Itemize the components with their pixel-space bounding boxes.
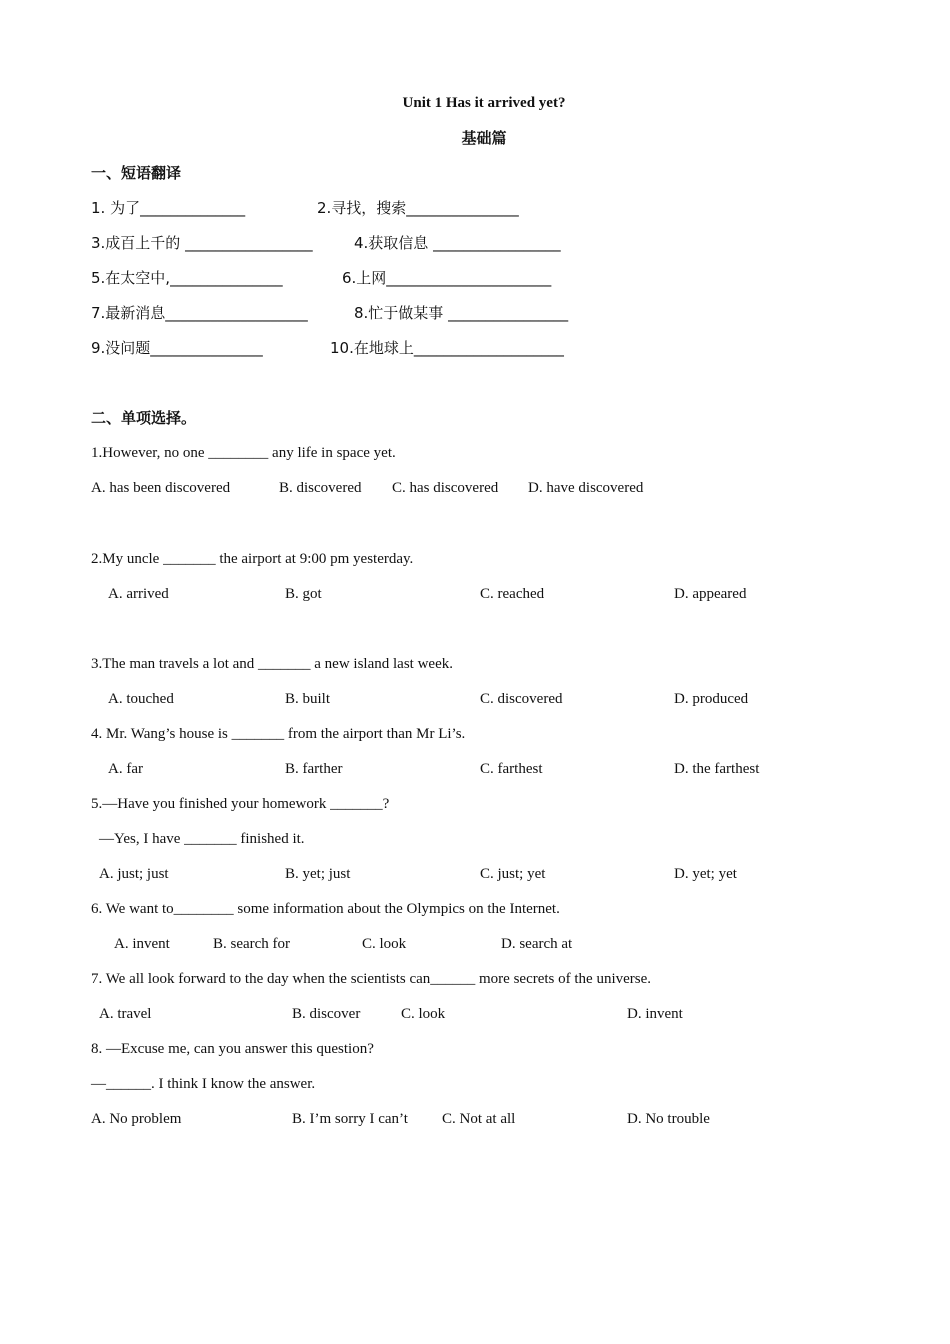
option-a: A. arrived	[108, 586, 169, 602]
phrase-item: 3.成百上千的 _________________	[91, 234, 313, 252]
page-title: Unit 1 Has it arrived yet?	[402, 95, 566, 111]
option-a: A. travel	[99, 1006, 152, 1022]
option-a: A. far	[108, 761, 143, 777]
phrase-item: 9.没问题_______________	[91, 339, 263, 357]
option-c: C. discovered	[480, 691, 563, 707]
section-heading-choice: 二、单项选择。	[91, 409, 197, 427]
phrase-item: 2.寻找，搜索_______________	[317, 199, 519, 217]
option-d: D. search at	[501, 936, 573, 952]
option-b: B. built	[285, 691, 331, 707]
option-a: A. just; just	[99, 866, 169, 882]
option-b: B. discovered	[279, 480, 362, 496]
option-c: C. has discovered	[392, 480, 499, 496]
question-stem: 5.—Have you finished your homework _______?	[91, 796, 390, 812]
question-stem: 8. —Excuse me, can you answer this question?	[91, 1041, 374, 1057]
phrase-item: 5.在太空中,_______________	[91, 269, 283, 287]
question-stem: 6. We want to________ some information about the Olympics on the Internet.	[91, 901, 560, 917]
phrase-item: 6.上网______________________	[342, 269, 552, 287]
option-b: B. yet; just	[285, 866, 351, 882]
option-a: A. invent	[114, 936, 170, 952]
option-c: C. Not at all	[442, 1111, 516, 1127]
phrase-item: 10.在地球上____________________	[330, 339, 564, 357]
option-c: C. look	[401, 1006, 446, 1022]
option-a: A. No problem	[91, 1111, 182, 1127]
option-d: D. No trouble	[627, 1111, 710, 1127]
option-d: D. yet; yet	[674, 866, 737, 882]
page-subtitle: 基础篇	[461, 129, 507, 147]
option-b: B. farther	[285, 761, 343, 777]
question-stem-reply: —Yes, I have _______ finished it.	[99, 831, 305, 847]
phrase-item: 4.获取信息 _________________	[354, 234, 561, 252]
section-heading-translation: 一、短语翻译	[91, 164, 182, 182]
question-stem: 4. Mr. Wang’s house is _______ from the airport than Mr Li’s.	[91, 726, 466, 742]
option-a: A. has been discovered	[91, 480, 231, 496]
option-c: C. reached	[480, 586, 545, 602]
option-a: A. touched	[108, 691, 174, 707]
option-d: D. have discovered	[528, 480, 644, 496]
question-stem-reply: —______. I think I know the answer.	[91, 1076, 316, 1092]
option-b: B. search for	[213, 936, 291, 952]
phrase-item: 1. 为了______________	[91, 199, 246, 217]
question-stem: 3.The man travels a lot and _______ a new island last week.	[91, 656, 453, 672]
option-c: C. look	[362, 936, 407, 952]
option-d: D. produced	[674, 691, 749, 707]
option-b: B. got	[285, 586, 322, 602]
question-stem: 1.However, no one ________ any life in space yet.	[91, 445, 396, 461]
option-c: C. just; yet	[480, 866, 546, 882]
option-b: B. discover	[292, 1006, 361, 1022]
question-stem: 7. We all look forward to the day when the scientists can______ more secrets of the universe.	[91, 971, 652, 987]
option-d: D. invent	[627, 1006, 683, 1022]
question-stem: 2.My uncle _______ the airport at 9:00 pm yesterday.	[91, 551, 414, 567]
phrase-item: 7.最新消息___________________	[91, 304, 308, 322]
option-b: B. I’m sorry I can’t	[292, 1111, 408, 1127]
phrase-item: 8.忙于做某事 ________________	[354, 304, 569, 322]
option-d: D. the farthest	[674, 761, 760, 777]
option-c: C. farthest	[480, 761, 543, 777]
option-d: D. appeared	[674, 586, 747, 602]
